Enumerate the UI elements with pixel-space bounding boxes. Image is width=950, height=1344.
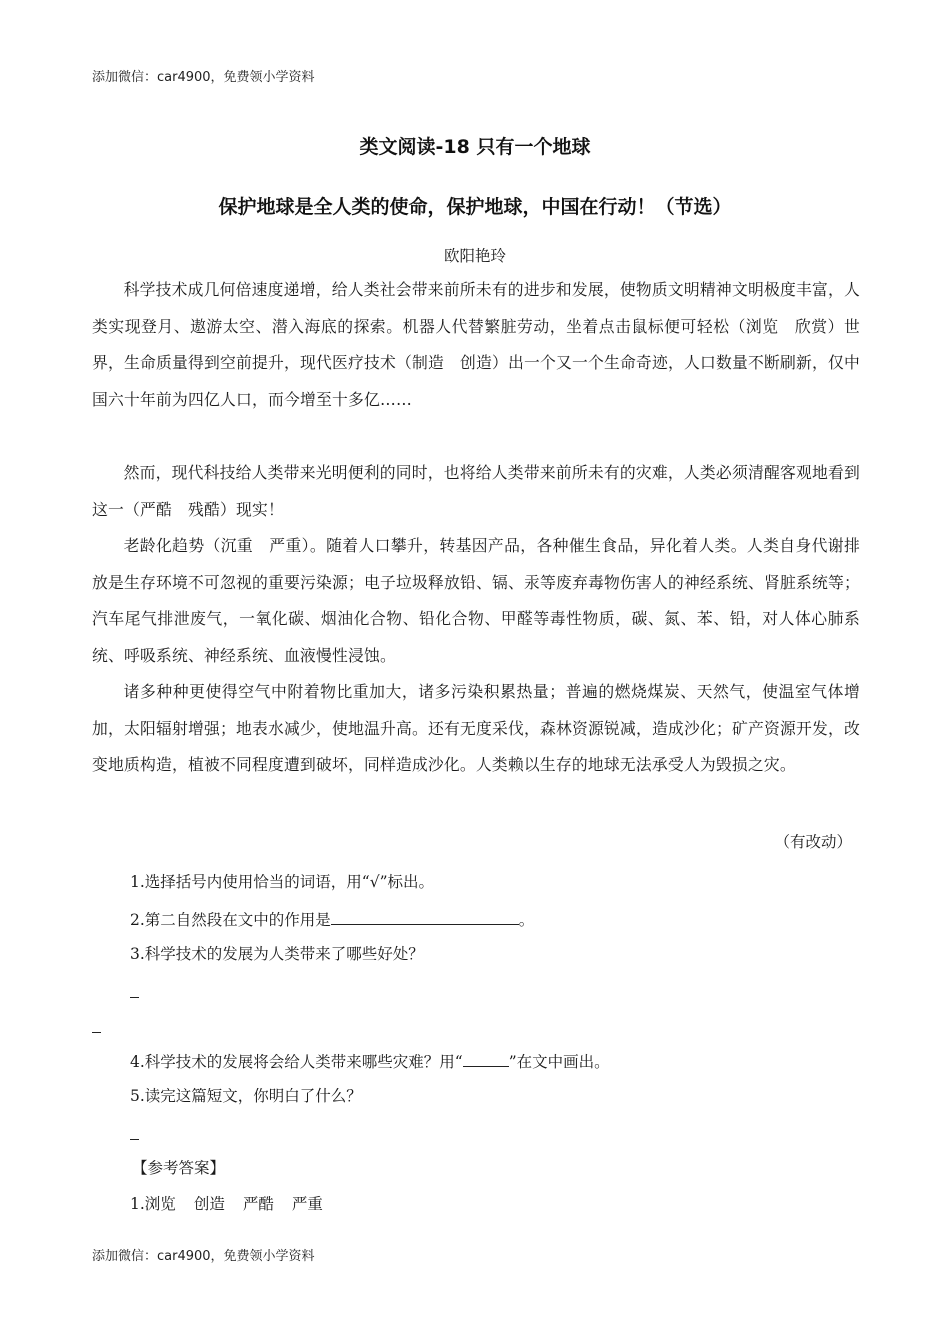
question-4-text: 4.科学技术的发展将会给人类带来哪些灾难？用“ (130, 1053, 463, 1071)
answer-heading: 【参考答案】 (132, 1159, 226, 1177)
underline-mark (463, 1050, 509, 1067)
question-4 (130, 1050, 610, 1072)
answer-blank[interactable] (331, 908, 519, 925)
paragraph-2: 然而，现代科技给人类带来光明便利的同时，也将给人类带来前所未有的灾难，人类必须清醒客观地看到这一（严酷 残酷）现实！ (92, 463, 860, 519)
question-5: 5.读完这篇短文，你明白了什么？ (130, 1087, 362, 1105)
answer-word: 浏览 (144, 1195, 176, 1213)
page-footer-note: 添加微信：car4900，免费领小学资料 (92, 1249, 315, 1264)
answer-line[interactable] (130, 997, 139, 998)
question-2-end: 。 (518, 911, 535, 929)
paragraph-3: 老龄化趋势（沉重 严重）。随着人口攀升，转基因产品，各种催生食品，异化着人类。人类自身代谢排放是生存环境不可忽视的重要污染源；电子垃圾释放铅、镉、汞等废弃毒物伤害人的神经系统、肾脏系统等；汽车尾气排泄废气，一氧化碳、烟油化合物、铅化合物、甲醛等毒性物质，碳、氮、苯、铅，对人体心肺系统、呼吸系统、神经系统、血液慢性浸蚀。 (92, 536, 860, 665)
source-note: （有改动） (774, 833, 852, 851)
answer-word: 严重 (291, 1195, 323, 1213)
article-title: 保护地球是全人类的使命，保护地球，中国在行动！（节选） (218, 196, 732, 218)
question-3: 3.科学技术的发展为人类带来了哪些好处？ (130, 945, 424, 963)
answer-word: 严酷 (242, 1195, 274, 1213)
question-1: 1.选择括号内使用恰当的词语，用“√”标出。 (130, 873, 435, 891)
question-2 (130, 908, 534, 930)
page-header-note: 添加微信：car4900，免费领小学资料 (92, 70, 315, 85)
answer-line[interactable] (92, 1032, 101, 1033)
answer-1 (130, 1192, 341, 1214)
page-title: 类文阅读-18 只有一个地球 (359, 136, 591, 158)
answer-word: 创造 (193, 1195, 225, 1213)
answer-line[interactable] (130, 1139, 139, 1140)
question-2-text: 2.第二自然段在文中的作用是 (130, 911, 331, 929)
paragraph-4: 诸多种种更使得空气中附着物比重加大，诸多污染积累热量；普遍的燃烧煤炭、天然气，使温室气体增加，太阳辐射增强；地表水减少，使地温升高。还有无度采伐，森林资源锐减，造成沙化；矿产资源开发，改变地质构造，植被不同程度遭到破坏，同样造成沙化。人类赖以生存的地球无法承受人为毁损之灾。 (92, 682, 860, 774)
article-author: 欧阳艳玲 (443, 247, 506, 265)
question-4-end: ”在文中画出。 (508, 1053, 610, 1071)
answer-1-prefix: 1. (130, 1195, 145, 1213)
paragraph-1: 科学技术成几何倍速度递增，给人类社会带来前所未有的进步和发展，使物质文明精神文明极度丰富，人类实现登月、遨游太空、潜入海底的探索。机器人代替繁脏劳动，坐着点击鼠标便可轻松（浏览 欣赏）世界，生命质量得到空前提升，现代医疗技术（制造 创造）出一个又一个生命奇迹，人口数量不断刷新，仅中国六十年前为四亿人口，而今增至十多亿…… (92, 280, 860, 409)
